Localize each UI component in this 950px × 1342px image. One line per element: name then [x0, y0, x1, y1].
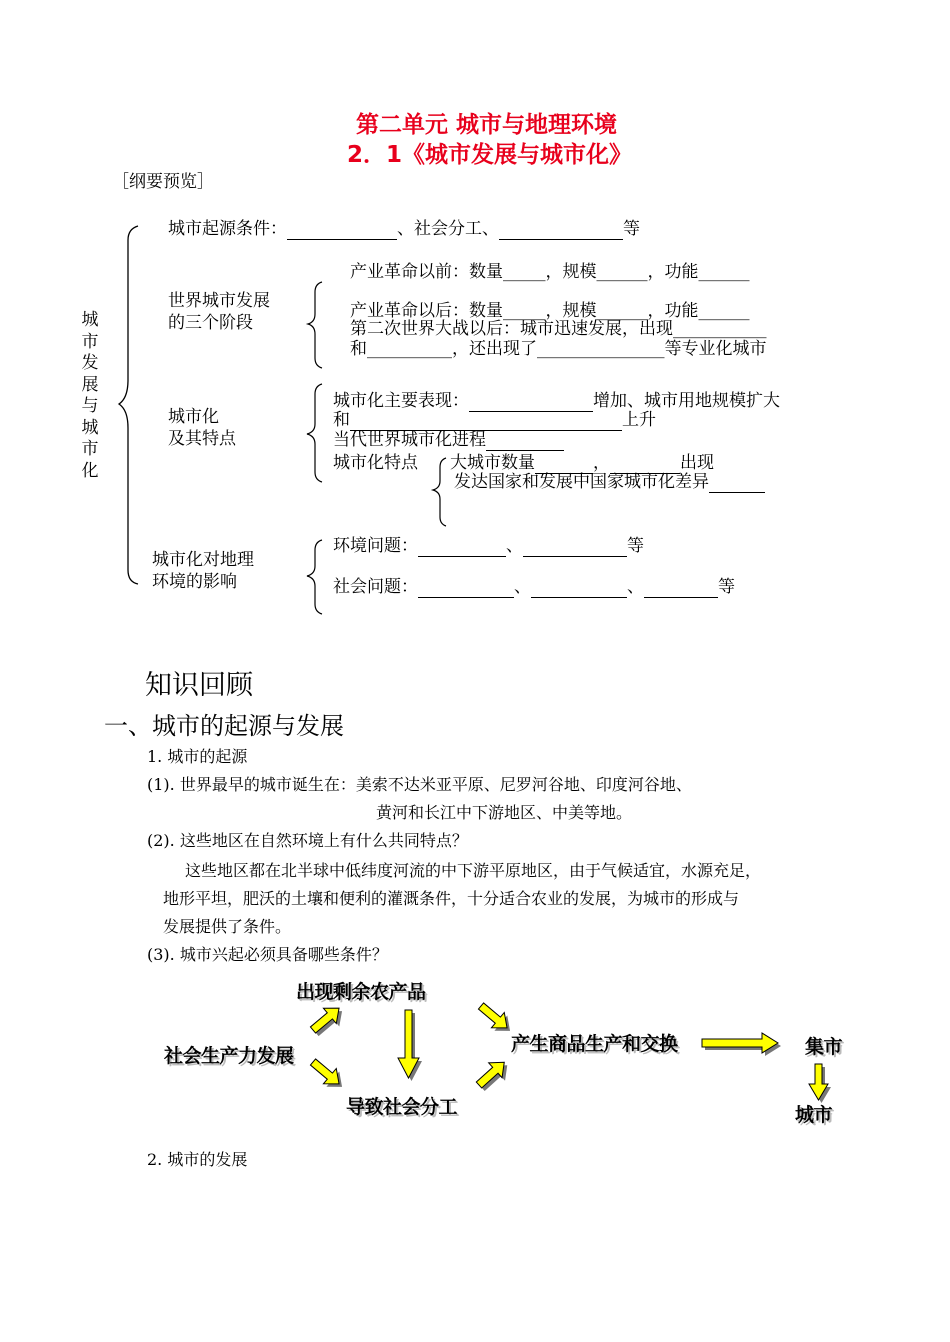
q2: (2). 这些地区在自然环境上有什么共同特点？	[147, 831, 468, 850]
flow-productivity: 社会生产力发展	[164, 1045, 294, 1067]
origin-suffix: 等	[623, 219, 640, 239]
review-heading: 知识回顾	[145, 670, 253, 701]
a2-line2: 地形平坦，肥沃的土壤和便利的灌溉条件，十分适合农业的发展，为城市的形成与	[163, 889, 740, 908]
a2-line1: 这些地区都在北半球中低纬度河流的中下游平原地区，由于气候适宜，水源充足，	[185, 861, 762, 880]
impact-label-line1: 城市化对地理	[152, 550, 254, 570]
origin-mid: 、社会分工、	[397, 219, 499, 239]
impact-env-sep: 、	[506, 536, 523, 556]
outline-root-label: 城市发展与城市化	[81, 310, 99, 481]
outline-label: ［纲要预览］	[112, 172, 214, 192]
impact-soc-etc: 等	[718, 577, 735, 597]
stage-postwar-line2: 和__________，还出现了_______________等专业化城市	[350, 339, 767, 359]
impact-soc-prefix: 社会问题：	[333, 577, 418, 597]
urbanization-contemporary-label: 当代世界城市化进程	[333, 430, 486, 450]
urbanization-features-label: 城市化特点	[333, 453, 418, 473]
urbanization-label-line1: 城市化	[168, 407, 219, 427]
impact-env-etc: 等	[627, 536, 644, 556]
feature-gap-label: 发达国家和发展中国家城市化差异	[454, 472, 709, 492]
origin-prefix: 城市起源条件：	[168, 219, 287, 239]
flow-exchange: 产生商品生产和交换	[511, 1033, 678, 1055]
feature-comma: ，	[593, 453, 610, 473]
urbanization-rise-label: 上升	[622, 410, 656, 430]
stages-label-line2: 的三个阶段	[168, 313, 253, 333]
stage-after-industrial: 产业革命以后：数量_____，规模______，功能______	[350, 301, 750, 321]
flow-city: 城市	[795, 1104, 833, 1126]
urbanization-he: 和	[333, 410, 350, 430]
urbanization-main-prefix: 城市化主要表现：	[333, 391, 469, 411]
flow-division: 导致社会分工	[346, 1096, 458, 1118]
flow-surplus: 出现剩余农产品	[296, 981, 426, 1003]
sub2-heading: 2. 城市的发展	[147, 1150, 248, 1169]
stage-before-industrial: 产业革命以前：数量_____，规模______，功能______	[350, 262, 750, 282]
flow-market: 集市	[805, 1036, 843, 1058]
urbanization-label-line2: 及其特点	[168, 429, 236, 449]
section1-heading: 一、城市的起源与发展	[104, 712, 344, 740]
sub1-heading: 1. 城市的起源	[147, 747, 248, 766]
q1-line2: 黄河和长江中下游地区、中美等地。	[376, 803, 633, 822]
urbanization-main-suffix: 增加、城市用地规模扩大	[593, 391, 780, 411]
feature-appear: 出现	[680, 453, 714, 473]
q1-line1: (1). 世界最早的城市诞生在：美索不达米亚平原、尼罗河谷地、印度河谷地、	[147, 775, 692, 794]
feature-big-city-count: 大城市数量	[450, 453, 535, 473]
impact-label-line2: 环境的影响	[152, 572, 237, 592]
impact-env-prefix: 环境问题：	[333, 536, 418, 556]
a2-line3: 发展提供了条件。	[163, 917, 292, 936]
impact-soc-sep-1: 、	[514, 577, 531, 597]
impact-soc-sep-2: 、	[627, 577, 644, 597]
unit-title: 第二单元 城市与地理环境	[356, 112, 618, 138]
q3: (3). 城市兴起必须具备哪些条件？	[147, 945, 388, 964]
stages-label-line1: 世界城市发展	[168, 291, 270, 311]
stage-postwar-line1: 第二次世界大战以后：城市迅速发展，出现___________	[350, 319, 767, 339]
lesson-title: 2．1《城市发展与城市化》	[347, 142, 633, 168]
